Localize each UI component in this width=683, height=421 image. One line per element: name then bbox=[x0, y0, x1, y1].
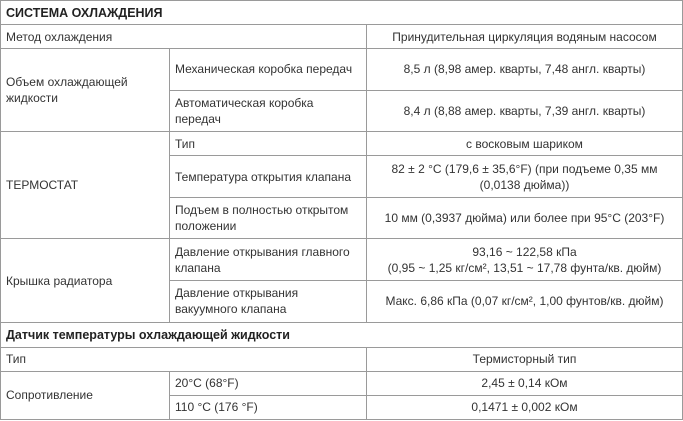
resistance-temp-110: 110 °C (176 °F) bbox=[170, 395, 367, 419]
radiator-cap-label: Крышка радиатора bbox=[1, 239, 170, 322]
table-row bbox=[1, 132, 683, 156]
resistance-temp-20: 20°C (68°F) bbox=[170, 371, 367, 395]
coolant-volume-label: Объем охлаждающей жидкости bbox=[1, 49, 170, 132]
sensor-type-label: Тип bbox=[1, 347, 367, 371]
full-lift-value: 10 мм (0,3937 дюйма) или более при 95°C (203°F) bbox=[367, 197, 683, 239]
table-row bbox=[1, 25, 683, 49]
table-row bbox=[1, 347, 683, 371]
resistance-value-110: 0,1471 ± 0,002 кОм bbox=[367, 395, 683, 419]
table-row bbox=[1, 1, 683, 25]
cooling-method-value: Принудительная циркуляция водяным насосом bbox=[367, 25, 683, 49]
valve-opening-temp-label: Температура открытия клапана bbox=[170, 156, 367, 198]
section-title-sensor: Датчик температуры охлаждающей жидкости bbox=[1, 322, 683, 347]
sensor-type-value: Термисторный тип bbox=[367, 347, 683, 371]
main-valve-pressure-label: Давление открывания главного клапана bbox=[170, 239, 367, 281]
thermostat-label: ТЕРМОСТАТ bbox=[1, 132, 170, 239]
manual-transmission-label: Механическая коробка передач bbox=[170, 49, 367, 91]
automatic-transmission-label: Автоматическая коробка передач bbox=[170, 90, 367, 132]
valve-opening-temp-value: 82 ± 2 °C (179,6 ± 35,6°F) (при подъеме 0,35 мм (0,0138 дюйма)) bbox=[367, 156, 683, 198]
table-row bbox=[1, 322, 683, 347]
main-valve-pressure-value bbox=[367, 239, 683, 281]
manual-transmission-value: 8,5 л (8,98 амер. кварты, 7,48 англ. кварты) bbox=[367, 49, 683, 91]
table-row bbox=[1, 49, 683, 91]
automatic-transmission-value: 8,4 л (8,88 амер. кварты, 7,39 англ. кварты) bbox=[367, 90, 683, 132]
vacuum-valve-pressure-label: Давление открывания вакуумного клапана bbox=[170, 281, 367, 323]
main-valve-pressure-line2: (0,95 ~ 1,25 кг/см², 13,51 ~ 17,78 фунта/кв. дюйм) bbox=[387, 260, 662, 275]
table-row bbox=[1, 371, 683, 395]
main-valve-pressure-line1: 93,16 ~ 122,58 кПа bbox=[472, 244, 577, 259]
cooling-method-label: Метод охлаждения bbox=[1, 25, 367, 49]
section-title-cooling: СИСТЕМА ОХЛАЖДЕНИЯ bbox=[1, 1, 683, 25]
resistance-label: Сопротивление bbox=[1, 371, 170, 419]
full-lift-label: Подъем в полностью открытом положении bbox=[170, 197, 367, 239]
table-row bbox=[1, 239, 683, 281]
resistance-value-20: 2,45 ± 0,14 кОм bbox=[367, 371, 683, 395]
thermostat-type-value: с восковым шариком bbox=[367, 132, 683, 156]
vacuum-valve-pressure-value: Макс. 6,86 кПа (0,07 кг/см², 1,00 фунтов/кв. дюйм) bbox=[367, 281, 683, 323]
thermostat-type-label: Тип bbox=[170, 132, 367, 156]
